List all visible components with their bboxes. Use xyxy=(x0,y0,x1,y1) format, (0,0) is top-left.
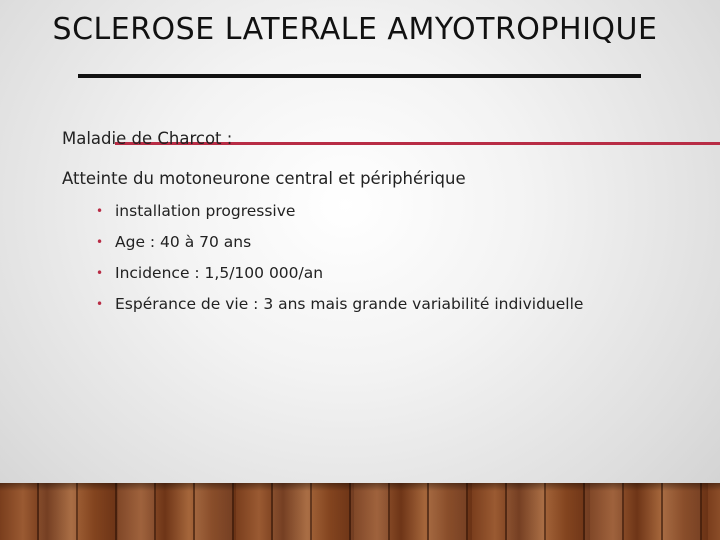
intro-text: Atteinte du motoneurone central et périphérique xyxy=(62,169,466,188)
list-item xyxy=(96,262,583,293)
floor-shadow xyxy=(0,483,720,491)
bullet-text: Age : 40 à 70 ans xyxy=(115,233,252,251)
bullet-icon: • xyxy=(96,204,104,218)
bullet-icon: • xyxy=(96,235,104,249)
bullet-list xyxy=(96,200,583,324)
list-item xyxy=(96,231,583,262)
title-underline xyxy=(78,74,641,78)
bullet-text: Incidence : 1,5/100 000/an xyxy=(115,264,324,282)
bullet-text: installation progressive xyxy=(115,202,296,220)
wood-floor-decoration xyxy=(0,483,720,540)
bullet-icon: • xyxy=(96,297,104,311)
bullet-text: Espérance de vie : 3 ans mais grande variabilité individuelle xyxy=(115,295,584,313)
list-item xyxy=(96,293,583,324)
subtitle: Maladie de Charcot : xyxy=(62,129,233,148)
slide-title: SCLEROSE LATERALE AMYOTROPHIQUE xyxy=(52,12,658,47)
list-item xyxy=(96,200,583,231)
bullet-icon: • xyxy=(96,266,104,280)
